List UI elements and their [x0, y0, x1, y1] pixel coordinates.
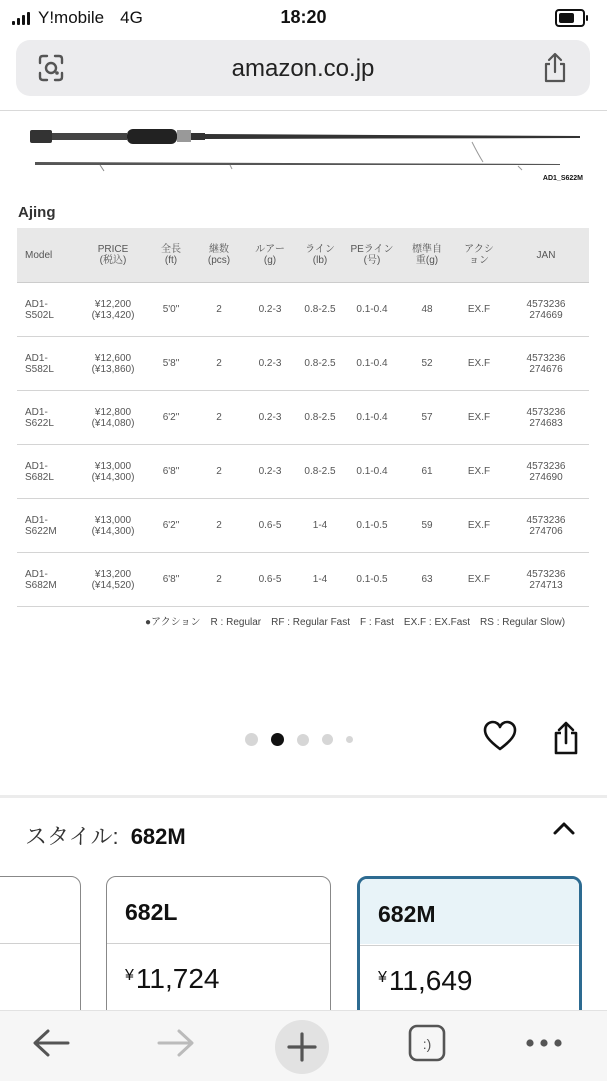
table-cell-weight: 48 — [399, 283, 455, 337]
table-cell-line: 0.8-2.5 — [295, 445, 345, 499]
table-cell-length: 5'8" — [149, 337, 193, 391]
address-bar[interactable] — [16, 40, 590, 96]
table-header-cell: 全長 (ft) — [149, 228, 193, 283]
carousel-dot[interactable] — [297, 734, 309, 746]
table-cell-price: ¥12,800 (¥14,080) — [77, 391, 149, 445]
table-cell-pcs: 2 — [193, 499, 245, 553]
table-cell-lure: 0.6-5 — [245, 499, 295, 553]
carrier-label: Y!mobile — [38, 8, 105, 27]
battery-icon — [555, 9, 585, 27]
table-header-cell: PRICE (税込) — [77, 228, 149, 283]
table-cell-length: 6'2" — [149, 499, 193, 553]
table-header-cell: JAN — [503, 228, 589, 283]
table-cell-lure: 0.6-5 — [245, 553, 295, 607]
table-cell-action: EX.F — [455, 499, 503, 553]
table-cell-action: EX.F — [455, 391, 503, 445]
section-title: Ajing — [18, 204, 56, 221]
table-cell-line: 1-4 — [295, 499, 345, 553]
action-legend: ●アクション R : Regular RF : Regular Fast F : Fast EX.F : EX.Fast RS : Regular Slow) — [145, 617, 566, 628]
style-label: スタイル: — [25, 824, 119, 849]
browser-toolbar — [0, 1010, 607, 1081]
table-cell-model: AD1- S682M — [17, 553, 77, 607]
table-cell-model: AD1- S502L — [17, 283, 77, 337]
table-cell-jan: 4573236 274690 — [503, 445, 589, 499]
table-cell-pe: 0.1-0.5 — [345, 499, 399, 553]
chevron-up-icon[interactable] — [551, 818, 577, 838]
style-selector-header[interactable] — [25, 820, 186, 851]
table-cell-jan: 4573236 274676 — [503, 337, 589, 391]
rod-caption: AD1_S622M — [542, 175, 583, 182]
table-cell-pcs: 2 — [193, 283, 245, 337]
table-cell-model: AD1- S622L — [17, 391, 77, 445]
new-tab-plus-icon[interactable] — [274, 1019, 330, 1075]
table-cell-line: 0.8-2.5 — [295, 283, 345, 337]
spec-table — [17, 228, 589, 607]
table-cell-model: AD1- S622M — [17, 499, 77, 553]
table-header-cell: Model — [17, 228, 77, 283]
table-cell-jan: 4573236 274713 — [503, 553, 589, 607]
table-cell-action: EX.F — [455, 553, 503, 607]
table-cell-model: AD1- S582L — [17, 337, 77, 391]
table-row — [17, 391, 589, 445]
table-cell-length: 6'8" — [149, 553, 193, 607]
table-cell-price: ¥12,200 (¥13,420) — [77, 283, 149, 337]
table-cell-pe: 0.1-0.5 — [345, 553, 399, 607]
table-cell-price: ¥13,000 (¥14,300) — [77, 445, 149, 499]
table-cell-length: 6'8" — [149, 445, 193, 499]
table-cell-length: 5'0" — [149, 283, 193, 337]
table-cell-pcs: 2 — [193, 553, 245, 607]
share-icon[interactable] — [550, 720, 582, 756]
table-row — [17, 445, 589, 499]
table-body — [17, 283, 589, 607]
carousel-dot[interactable] — [322, 734, 333, 745]
svg-text::): :) — [422, 1036, 432, 1052]
more-menu-icon[interactable] — [522, 1033, 566, 1053]
carousel-dot[interactable] — [245, 733, 258, 746]
table-cell-pcs: 2 — [193, 445, 245, 499]
heart-icon[interactable] — [483, 720, 517, 752]
table-cell-lure: 0.2-3 — [245, 337, 295, 391]
table-cell-model: AD1- S682L — [17, 445, 77, 499]
forward-arrow-icon[interactable] — [155, 1025, 197, 1061]
table-cell-weight: 52 — [399, 337, 455, 391]
table-cell-lure: 0.2-3 — [245, 391, 295, 445]
share-icon[interactable] — [540, 52, 570, 84]
table-cell-pe: 0.1-0.4 — [345, 445, 399, 499]
table-cell-weight: 63 — [399, 553, 455, 607]
table-cell-pcs: 2 — [193, 391, 245, 445]
table-row — [17, 553, 589, 607]
divider — [0, 110, 607, 111]
status-bar — [0, 0, 607, 34]
url-text[interactable]: amazon.co.jp — [231, 55, 375, 82]
table-row — [17, 499, 589, 553]
style-option-name: 682L — [125, 899, 178, 925]
table-cell-weight: 57 — [399, 391, 455, 445]
table-cell-pcs: 2 — [193, 337, 245, 391]
table-cell-price: ¥13,000 (¥14,300) — [77, 499, 149, 553]
carousel-dot[interactable] — [346, 736, 353, 743]
table-cell-pe: 0.1-0.4 — [345, 337, 399, 391]
carousel-indicator[interactable] — [245, 733, 353, 746]
table-header-cell: ルアー (g) — [245, 228, 295, 283]
style-option-price: ¥11,649 — [378, 965, 473, 996]
table-cell-price: ¥13,200 (¥14,520) — [77, 553, 149, 607]
back-arrow-icon[interactable] — [30, 1025, 72, 1061]
table-cell-jan: 4573236 274706 — [503, 499, 589, 553]
style-value: 682M — [130, 824, 186, 849]
network-label: 4G — [120, 8, 143, 27]
table-row — [17, 337, 589, 391]
table-cell-weight: 61 — [399, 445, 455, 499]
table-header-cell: PEライン (号) — [345, 228, 399, 283]
table-cell-action: EX.F — [455, 337, 503, 391]
table-cell-price: ¥12,600 (¥13,860) — [77, 337, 149, 391]
table-cell-length: 6'2" — [149, 391, 193, 445]
table-cell-lure: 0.2-3 — [245, 445, 295, 499]
table-row — [17, 283, 589, 337]
table-cell-weight: 59 — [399, 499, 455, 553]
table-cell-pe: 0.1-0.4 — [345, 283, 399, 337]
table-cell-action: EX.F — [455, 445, 503, 499]
table-header-cell: アクシ ョン — [455, 228, 503, 283]
tabs-icon[interactable] — [407, 1023, 447, 1063]
table-cell-jan: 4573236 274669 — [503, 283, 589, 337]
clock: 18:20 — [280, 7, 327, 27]
table-cell-pe: 0.1-0.4 — [345, 391, 399, 445]
table-cell-action: EX.F — [455, 283, 503, 337]
table-header-row — [17, 228, 589, 283]
divider — [0, 795, 607, 798]
table-cell-line: 0.8-2.5 — [295, 391, 345, 445]
table-cell-line: 1-4 — [295, 553, 345, 607]
table-header-cell: 継数 (pcs) — [193, 228, 245, 283]
table-header-cell: 標準自 重(g) — [399, 228, 455, 283]
table-cell-jan: 4573236 274683 — [503, 391, 589, 445]
style-option-price: ¥11,724 — [125, 963, 220, 994]
fishing-rod-image — [0, 118, 607, 188]
style-option-name: 682M — [378, 901, 436, 927]
table-cell-line: 0.8-2.5 — [295, 337, 345, 391]
carousel-dot[interactable] — [271, 733, 284, 746]
table-header-cell: ライン (lb) — [295, 228, 345, 283]
table-cell-lure: 0.2-3 — [245, 283, 295, 337]
